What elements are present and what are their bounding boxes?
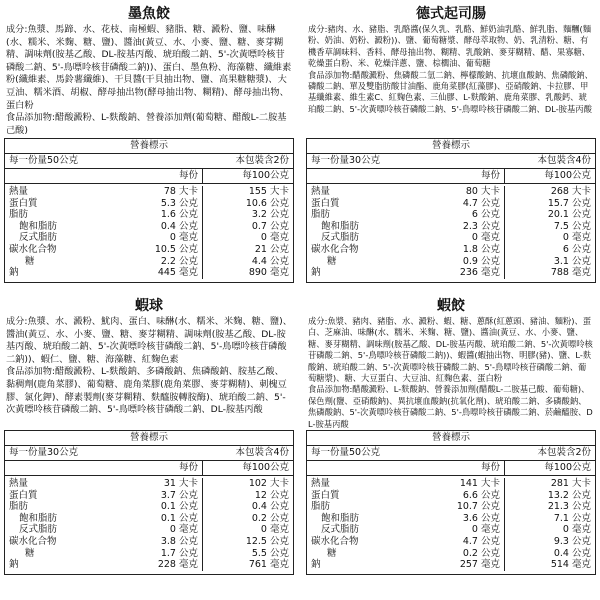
product-title: 蝦餃 bbox=[437, 298, 465, 314]
per-100g-value: 0.4 公克 bbox=[553, 547, 591, 559]
per-serving-value: 3.8 公克 bbox=[115, 536, 203, 548]
nutrition-rows bbox=[307, 184, 595, 282]
nutrition-row bbox=[307, 524, 595, 536]
per-100g-value: 0 毫克 bbox=[260, 232, 289, 244]
per-100g-value: 9.3 公克 bbox=[553, 535, 591, 547]
per-100g-value: 0 毫克 bbox=[562, 232, 591, 244]
per-serving-value: 0.1 公克 bbox=[115, 513, 203, 525]
per-serving-value: 1.7 公克 bbox=[115, 548, 203, 560]
per-100g-value: 7.5 公克 bbox=[553, 220, 591, 232]
nutrient-name: 碳水化合物 bbox=[9, 243, 57, 255]
per-serving-value: 2.3 公克 bbox=[417, 221, 505, 233]
per-serving-value: 257 毫克 bbox=[417, 559, 505, 571]
nutrition-row bbox=[307, 256, 595, 268]
per-100g-value: 21 公克 bbox=[254, 243, 289, 255]
nutrition-row bbox=[5, 490, 293, 502]
nutrition-row bbox=[307, 232, 595, 244]
nutrition-row bbox=[5, 501, 293, 513]
nutrition-row bbox=[307, 548, 595, 560]
nutrition-row bbox=[5, 198, 293, 210]
nutrition-table-title: 營養標示 bbox=[5, 431, 293, 446]
product-panel bbox=[306, 4, 596, 283]
serving-info bbox=[5, 446, 293, 461]
per-serving-value: 0.1 公克 bbox=[115, 501, 203, 513]
nutrition-row bbox=[307, 267, 595, 279]
serving-info bbox=[307, 154, 595, 169]
nutrition-table-title: 營養標示 bbox=[5, 139, 293, 154]
serving-size: 每一份量30公克 bbox=[311, 155, 381, 166]
nutrient-name: 飽和脂肪 bbox=[19, 512, 58, 524]
per-serving-value: 10.7 公克 bbox=[417, 501, 505, 513]
per-100g-value: 10.6 公克 bbox=[245, 197, 289, 209]
nutrient-name: 碳水化合物 bbox=[311, 243, 359, 255]
ingredients-text: 成分:魚漿、豬肉、豬脂、水、澱粉、蝦、糖、蔥酥(紅蔥頭、豬油、麵粉)、蛋白、芝麻油、味醂(水、糯米、米麴、糖、鹽)、醬油(黃豆、水、小麥、鹽、糖、麥芽糊精、調味劑(胺基乙酸、DL-胺基丙酸、琥珀酸二鈉、5'-次黃嘌呤核苷磷酸二鈉、5'-鳥嘌呤核苷磷酸二鈉))、蝦醬(蝦抽出物、明膠(豬)、鹽、L-麩酸鈉、琥珀酸二鈉、5'-次黃嘌呤核苷磷酸二鈉、5'-鳥嘌呤核苷磷酸二鈉、葡萄糖漿)、糖、大豆蛋白、大豆油、紅麴色素、蛋白粉 食品添加物:醋酸澱粉、L-麩酸鈉、營養添加劑(醋酸L-二胺基己酸、葡萄糖)、保色劑(鹽、亞硝酸鈉)、異抗壞血酸鈉(抗氧化劑)、琥珀酸二鈉、多磷酸鈉、焦磷酸鈉、5'-次黃嘌呤核苷磷酸二鈉、5'-鳥嘌呤核苷磷酸二鈉、菸鹼醯胺、DL-胺基丙酸 bbox=[308, 316, 593, 429]
nutrient-name: 鈉 bbox=[9, 559, 19, 571]
column-headers bbox=[5, 461, 293, 476]
per-serving-value: 0.2 公克 bbox=[417, 548, 505, 560]
nutrition-row bbox=[307, 186, 595, 198]
per-100g-value: 12.5 公克 bbox=[245, 535, 289, 547]
nutrient-name: 糖 bbox=[327, 255, 337, 267]
per-100g-value: 788 毫克 bbox=[550, 267, 591, 279]
servings-per-package: 本包裝含4份 bbox=[537, 155, 591, 166]
col-per-serving-header: 每份 bbox=[417, 169, 505, 183]
nutrition-row bbox=[307, 244, 595, 256]
nutrient-name: 蛋白質 bbox=[311, 197, 340, 209]
nutrition-row bbox=[5, 513, 293, 525]
per-serving-value: 3.7 公克 bbox=[115, 490, 203, 502]
per-100g-value: 0 毫克 bbox=[562, 524, 591, 536]
per-100g-value: 890 毫克 bbox=[248, 267, 289, 279]
nutrient-name: 蛋白質 bbox=[311, 489, 340, 501]
nutrition-row bbox=[5, 244, 293, 256]
per-serving-value: 78 大卡 bbox=[115, 186, 203, 198]
nutrition-row bbox=[307, 490, 595, 502]
nutrition-row bbox=[307, 536, 595, 548]
serving-info bbox=[307, 446, 595, 461]
col-per-serving-header: 每份 bbox=[417, 461, 505, 475]
per-100g-value: 761 毫克 bbox=[248, 559, 289, 571]
per-100g-value: 20.1 公克 bbox=[547, 209, 591, 221]
per-100g-value: 3.2 公克 bbox=[251, 209, 289, 221]
per-serving-value: 6 公克 bbox=[417, 209, 505, 221]
nutrient-name: 反式脂肪 bbox=[321, 524, 360, 536]
nutrient-name: 飽和脂肪 bbox=[321, 220, 360, 232]
blank-header bbox=[5, 169, 115, 183]
nutrition-row bbox=[5, 536, 293, 548]
nutrition-table bbox=[4, 138, 294, 283]
ingredients-text: 成分:豬肉、水、豬脂、乳酪醬(保久乳、乳酪、鮮奶油乳酪、鮮乳脂、麵糰(麵粉、奶油、奶粉、澱粉))、鹽、葡萄糖漿、酵母萃取物、奶、乳清粉、糖、有機香草調味料、香料、酵母抽出物、糊精、乳酸鈉、麥芽糊精、醋、果寡糖、乾燥蛋白粉、米、乾燥洋蔥、鹽、棕櫚油、葡萄糖 食品添加物:醋酸澱粉、焦磷酸二氫二鈉、檸檬酸鈉、抗壞血酸鈉、焦磷酸鈉、磷酸二鈉、單及雙脂肪酸甘油酯、鹿角菜膠(紅藻膠)、亞硝酸鈉、卡拉膠、甲基纖維素、維生素C、紅麴色素、三仙膠、L-麩酸鈉、鹿角菜膠、乳酸鈣、琥珀酸二鈉、5'-次黃嘌呤核苷磷酸二鈉、5'-鳥嘌呤核苷磷酸二鈉、DL-胺基丙酸 bbox=[308, 24, 593, 114]
nutrition-row bbox=[307, 501, 595, 513]
ingredients-text: 成分:魚漿、馬蹄、水、花枝、南極蝦、豬脂、糖、澱粉、鹽、味醂(水、糯米、米麴、糖、鹽)、醬油(黃豆、水、小麥、鹽、糖、麥芽糊精、調味劑(胺基乙酸、DL-胺基丙酸、琥珀酸二鈉、5'-次黃嘌呤核苷磷酸二鈉、5'-鳥嘌呤核苷磷酸二鈉))、蛋白、墨魚粉、海藻糖、纖維素粉(纖維素、馬鈴薯纖維)、干貝醬(干貝抽出物、鹽、高果糖糖漿)、大豆油、糯米酒、胡椒、酵母抽出物(酵母抽出物、糊精)、酵母抽出物、蛋白粉 食品添加物:醋酸澱粉、L-麩酸鈉、營養添加劑(葡萄糖、醋酸L-二胺基己酸) bbox=[6, 24, 292, 136]
serving-info bbox=[5, 154, 293, 169]
col-per-100g-header: 每100公克 bbox=[242, 170, 289, 181]
column-headers bbox=[5, 169, 293, 184]
serving-size: 每一份量50公克 bbox=[9, 155, 79, 166]
nutrient-name: 脂肪 bbox=[9, 501, 29, 513]
nutrition-row bbox=[5, 548, 293, 560]
nutrient-name: 脂肪 bbox=[311, 501, 331, 513]
per-serving-value: 4.7 公克 bbox=[417, 198, 505, 210]
nutrient-name: 脂肪 bbox=[9, 209, 29, 221]
nutrition-table-title: 營養標示 bbox=[307, 139, 595, 154]
col-per-100g-header: 每100公克 bbox=[242, 462, 289, 473]
nutrient-name: 糖 bbox=[327, 547, 337, 559]
per-serving-value: 10.5 公克 bbox=[115, 244, 203, 256]
per-100g-value: 0.4 公克 bbox=[251, 501, 289, 513]
col-per-serving-header: 每份 bbox=[115, 461, 203, 475]
nutrient-name: 飽和脂肪 bbox=[321, 512, 360, 524]
nutrition-row bbox=[307, 478, 595, 490]
per-serving-value: 236 毫克 bbox=[417, 267, 505, 279]
per-100g-value: 4.4 公克 bbox=[251, 255, 289, 267]
nutrition-row bbox=[5, 232, 293, 244]
per-100g-value: 21.3 公克 bbox=[547, 501, 591, 513]
serving-size: 每一份量50公克 bbox=[311, 447, 381, 458]
blank-header bbox=[307, 169, 417, 183]
per-100g-value: 7.1 公克 bbox=[553, 512, 591, 524]
product-panel bbox=[4, 296, 294, 575]
per-serving-value: 3.6 公克 bbox=[417, 513, 505, 525]
nutrition-rows bbox=[307, 476, 595, 574]
per-100g-value: 102 大卡 bbox=[248, 478, 289, 489]
nutrient-name: 碳水化合物 bbox=[311, 535, 359, 547]
per-100g-value: 155 大卡 bbox=[248, 186, 289, 197]
nutrient-name: 反式脂肪 bbox=[321, 232, 360, 244]
nutrition-row bbox=[5, 186, 293, 198]
per-serving-value: 0.9 公克 bbox=[417, 256, 505, 268]
ingredients-text: 成分:魚漿、水、澱粉、魷肉、蛋白、味醂(水、糯米、米麴、糖、鹽)、醬油(黃豆、水、小麥、鹽、糖、麥芽糊精、調味劑(胺基乙酸、DL-胺基丙酸、琥珀酸二鈉、5'-次黃嘌呤核苷磷酸二鈉、5'-鳥嘌呤核苷磷酸二鈉))、蝦仁、鹽、糖、海藻糖、紅麴色素 食品添加物:醋酸澱粉、L-麩酸鈉、多磷酸鈉、焦磷酸鈉、胺基乙酸、黏稠劑(鹿角菜膠)、葡萄糖、鹿角菜膠(鹿角菜膠、麥芽糊精)、刺槐豆膠、氯化鉀)、酵素製劑(麥芽糊精、麩醯胺轉胺酶)、琥珀酸二鈉、5'-次黃嘌呤核苷磷酸二鈉、5'-鳥嘌呤核苷磷酸二鈉、DL-胺基丙酸 bbox=[6, 316, 292, 416]
blank-header bbox=[5, 461, 115, 475]
per-100g-value: 12 公克 bbox=[254, 489, 289, 501]
col-per-100g-header: 每100公克 bbox=[544, 462, 591, 473]
per-serving-value: 2.2 公克 bbox=[115, 256, 203, 268]
nutrient-name: 蛋白質 bbox=[9, 489, 38, 501]
nutrition-table-title: 營養標示 bbox=[307, 431, 595, 446]
product-panel bbox=[306, 296, 596, 575]
nutrition-table bbox=[306, 138, 596, 283]
nutrient-name: 反式脂肪 bbox=[19, 232, 58, 244]
product-panel bbox=[4, 4, 294, 283]
nutrition-row bbox=[5, 524, 293, 536]
nutrient-name: 蛋白質 bbox=[9, 197, 38, 209]
nutrition-row bbox=[307, 198, 595, 210]
per-100g-value: 5.5 公克 bbox=[251, 547, 289, 559]
per-serving-value: 0.4 公克 bbox=[115, 221, 203, 233]
per-serving-value: 0 毫克 bbox=[417, 524, 505, 536]
per-100g-value: 15.7 公克 bbox=[547, 197, 591, 209]
col-per-serving-header: 每份 bbox=[115, 169, 203, 183]
nutrition-row bbox=[5, 256, 293, 268]
per-serving-value: 4.7 公克 bbox=[417, 536, 505, 548]
nutrition-row bbox=[5, 209, 293, 221]
per-serving-value: 31 大卡 bbox=[115, 478, 203, 490]
per-serving-value: 0 毫克 bbox=[417, 232, 505, 244]
per-100g-value: 0.7 公克 bbox=[251, 220, 289, 232]
nutrition-row bbox=[307, 559, 595, 571]
per-100g-value: 13.2 公克 bbox=[547, 489, 591, 501]
nutrition-row bbox=[307, 513, 595, 525]
product-title: 蝦球 bbox=[135, 298, 163, 314]
per-serving-value: 80 大卡 bbox=[417, 186, 505, 198]
per-serving-value: 1.6 公克 bbox=[115, 209, 203, 221]
per-serving-value: 6.6 公克 bbox=[417, 490, 505, 502]
blank-header bbox=[307, 461, 417, 475]
servings-per-package: 本包裝含4份 bbox=[235, 447, 289, 458]
nutrition-row bbox=[307, 209, 595, 221]
servings-per-package: 本包裝含2份 bbox=[235, 155, 289, 166]
per-serving-value: 445 毫克 bbox=[115, 267, 203, 279]
column-headers bbox=[307, 169, 595, 184]
per-serving-value: 0 毫克 bbox=[115, 524, 203, 536]
nutrient-name: 熱量 bbox=[311, 478, 331, 489]
nutrient-name: 糖 bbox=[25, 255, 35, 267]
nutrition-row bbox=[307, 221, 595, 233]
per-serving-value: 1.8 公克 bbox=[417, 244, 505, 256]
per-serving-value: 141 大卡 bbox=[417, 478, 505, 490]
product-title: 德式起司腸 bbox=[416, 6, 486, 22]
nutrient-name: 飽和脂肪 bbox=[19, 220, 58, 232]
nutrition-table bbox=[306, 430, 596, 575]
nutrient-name: 熱量 bbox=[9, 186, 29, 197]
col-per-100g-header: 每100公克 bbox=[544, 170, 591, 181]
nutrient-name: 鈉 bbox=[311, 267, 321, 279]
per-100g-value: 268 大卡 bbox=[550, 186, 591, 197]
nutrient-name: 糖 bbox=[25, 547, 35, 559]
nutrition-row bbox=[5, 559, 293, 571]
nutrition-rows bbox=[5, 476, 293, 574]
per-serving-value: 0 毫克 bbox=[115, 232, 203, 244]
nutrient-name: 反式脂肪 bbox=[19, 524, 58, 536]
per-100g-value: 0.2 公克 bbox=[251, 512, 289, 524]
nutrient-name: 熱量 bbox=[9, 478, 29, 489]
column-headers bbox=[307, 461, 595, 476]
nutrition-row bbox=[5, 221, 293, 233]
nutrient-name: 碳水化合物 bbox=[9, 535, 57, 547]
servings-per-package: 本包裝含2份 bbox=[537, 447, 591, 458]
product-title: 墨魚餃 bbox=[128, 6, 170, 22]
per-100g-value: 0 毫克 bbox=[260, 524, 289, 536]
per-100g-value: 514 毫克 bbox=[550, 559, 591, 571]
per-100g-value: 3.1 公克 bbox=[553, 255, 591, 267]
nutrition-rows bbox=[5, 184, 293, 282]
nutrition-table bbox=[4, 430, 294, 575]
nutrient-name: 熱量 bbox=[311, 186, 331, 197]
per-100g-value: 281 大卡 bbox=[550, 478, 591, 489]
nutrition-row bbox=[5, 267, 293, 279]
nutrient-name: 脂肪 bbox=[311, 209, 331, 221]
per-100g-value: 6 公克 bbox=[562, 243, 591, 255]
nutrient-name: 鈉 bbox=[311, 559, 321, 571]
nutrition-row bbox=[5, 478, 293, 490]
serving-size: 每一份量30公克 bbox=[9, 447, 79, 458]
per-serving-value: 5.3 公克 bbox=[115, 198, 203, 210]
nutrient-name: 鈉 bbox=[9, 267, 19, 279]
per-serving-value: 228 毫克 bbox=[115, 559, 203, 571]
